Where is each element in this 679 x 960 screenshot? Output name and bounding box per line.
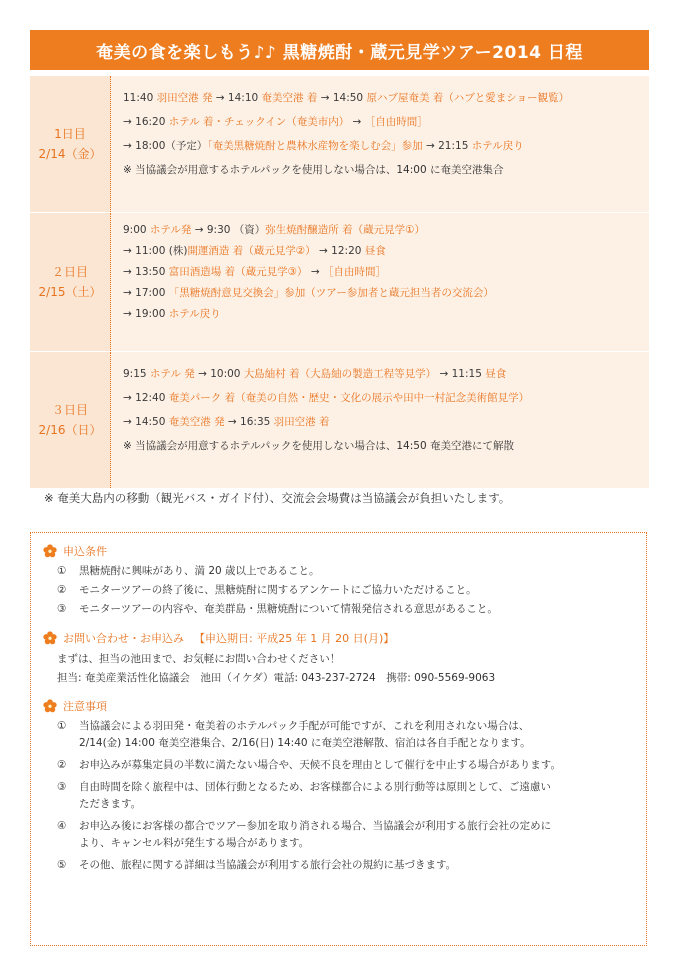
day-label [30, 213, 111, 351]
flower-icon [43, 544, 57, 558]
place: ホテル戻り [471, 140, 524, 152]
conditions-heading [43, 543, 634, 559]
place: 昼食 [485, 368, 507, 380]
place: 羽田空港 着 [273, 416, 330, 428]
notes-heading [43, 698, 634, 714]
day-row [30, 76, 649, 213]
place: 奄美パーク 着（奄美の自然・歴史・文化の展示や田中一村記念美術館見学） [168, 392, 530, 404]
time: → 12:20 [315, 245, 365, 257]
time: → 21:15 [422, 140, 472, 152]
day-date: 2/16（日） [38, 423, 102, 437]
item-number: ③ [57, 781, 67, 793]
day-date: 2/14（金） [38, 147, 102, 161]
place: 昼食 [364, 245, 386, 257]
time: → 18:00（予定） [123, 140, 208, 152]
time: 9:15 [123, 368, 150, 380]
contact-details: 担当: 奄美産業活性化協議会 池田（イケダ）電話: 043-237-2724 携帯: 090-5569-9063 [57, 672, 496, 684]
condition-item [57, 563, 634, 580]
item-text [79, 718, 531, 752]
itinerary-line [123, 136, 639, 156]
item-text-line: より、キャンセル料が発生する場合があります。 [79, 837, 310, 849]
place: ホテル発 [149, 224, 192, 236]
contact-line: まずは、担当の池田まで、お気軽にお問い合わせください！ [57, 653, 341, 665]
place: 大島紬村 着（大島紬の製造工程等見学） [243, 368, 437, 380]
time: → 16:35 [224, 416, 274, 428]
place: 「奄美黒糖焼酎と農林水産物を楽しむ会」参加 [207, 140, 423, 152]
item-text-line: お申込み後にお客様の都合でツアー参加を取り消される場合、当協議会が利用する旅行会社の定めに [79, 820, 552, 832]
itinerary-line [123, 283, 639, 303]
itinerary-line [123, 88, 639, 108]
item-text: モニターツアーの終了後に、黒糖焼酎に関するアンケートにご協力いただけること。 [79, 584, 477, 596]
item-text: 黒糖焼酎に興味があり、満 20 歳以上であること。 [79, 565, 320, 577]
item-text [79, 779, 551, 813]
schedule-table [30, 76, 649, 489]
time: → 11:00 (株) [123, 245, 188, 257]
time: → 19:00 [123, 308, 169, 320]
flower-icon [43, 631, 57, 645]
time: → 14:10 [212, 92, 262, 104]
day-itinerary [111, 76, 649, 212]
day-itinerary [111, 352, 649, 488]
transport-footnote: ※ 奄美大島内の移動（観光バス・ガイド付）、交流会会場費は当協議会が負担いたします。 [44, 491, 511, 505]
day-number: 1日目 [54, 126, 86, 141]
place: 羽田空港 発 [156, 92, 213, 104]
day-row [30, 352, 649, 489]
item-text: お申込みが募集定員の半数に満たない場合や、天候不良を理由として催行を中止する場合があります。 [79, 759, 561, 771]
place: 原ハブ屋奄美 着（ハブと愛まショー観覧） [366, 92, 570, 104]
place: ［自由時間］ [322, 266, 386, 278]
section-title: お問い合わせ・お申込み [63, 632, 184, 645]
place: ホテル 発 [149, 368, 195, 380]
day-number: ２日目 [51, 264, 88, 279]
deadline: 【申込期日: 平成25 年 1 月 20 日(月)】 [194, 632, 395, 645]
item-number: ① [57, 720, 67, 732]
itinerary-line [123, 388, 639, 408]
item-number: ② [57, 584, 67, 596]
note-item [57, 779, 634, 813]
note-item [57, 757, 634, 774]
item-text-line: 自由時間を除く旅程中は、団体行動となるため、お客様都合による別行動等は原則として、ご遠慮い [79, 781, 551, 793]
section-title: 注意事項 [63, 700, 107, 713]
place: 「黒糖焼酎意見交換会」参加（ツアー参加者と蔵元担当者の交流会） [168, 287, 494, 299]
item-text [79, 818, 551, 852]
flower-icon [43, 699, 57, 713]
time: 9:00 [123, 224, 150, 236]
item-number: ③ [57, 603, 67, 615]
time: → 9:30 （資） [191, 224, 266, 236]
day-label [30, 76, 111, 212]
itinerary-line [123, 364, 639, 384]
note-item [57, 718, 634, 752]
item-text: モニターツアーの内容や、奄美群島・黒糖焼酎について情報発信される意思があること。 [79, 603, 498, 615]
itinerary-line [123, 412, 639, 432]
item-text-line: 2/14(金) 14:00 奄美空港集合、2/16(日) 14:40 に奄美空港解散、宿泊は各自手配となります。 [79, 737, 531, 749]
day-number: ３日目 [51, 402, 88, 417]
item-number: ④ [57, 820, 67, 832]
place: 開運酒造 着（蔵元見学②） [187, 245, 316, 257]
day-row [30, 213, 649, 352]
section-title: 申込条件 [63, 545, 107, 558]
note-item [57, 857, 634, 874]
info-box [30, 532, 647, 946]
time: → 13:50 [123, 266, 169, 278]
time: → [307, 266, 323, 278]
item-text-line: ただきます。 [79, 798, 142, 810]
place: 奄美空港 着 [261, 92, 318, 104]
place: 奄美空港 発 [168, 416, 225, 428]
place: ［自由時間］ [364, 116, 428, 128]
time: → [349, 116, 365, 128]
time: → 10:00 [194, 368, 244, 380]
item-number: ⑤ [57, 859, 67, 871]
item-text-line: 当協議会による羽田発・奄美着のホテルパック手配が可能ですが、これを利用されない場合は、 [79, 720, 530, 732]
itinerary-line [123, 220, 639, 240]
time: → 17:00 [123, 287, 169, 299]
time: → 14:50 [123, 416, 169, 428]
time: → 14:50 [317, 92, 367, 104]
time: → 16:20 [123, 116, 169, 128]
itinerary-line [123, 304, 639, 324]
item-text: その他、旅程に関する詳細は当協議会が利用する旅行会社の規約に基づきます。 [79, 859, 457, 871]
condition-item [57, 582, 634, 599]
day-note: ※ 当協議会が用意するホテルパックを使用しない場合は、14:00 に奄美空港集合 [123, 164, 504, 176]
condition-item [57, 601, 634, 618]
itinerary-line [123, 262, 639, 282]
time: → 12:40 [123, 392, 169, 404]
contact-heading [43, 630, 634, 646]
day-itinerary [111, 213, 649, 351]
place: 弥生焼酎醸造所 着（蔵元見学①） [265, 224, 426, 236]
itinerary-line [123, 112, 639, 132]
day-label [30, 352, 111, 488]
day-date: 2/15（土） [38, 285, 102, 299]
note-item [57, 818, 634, 852]
page-title: 奄美の食を楽しもう♪♪ 黒糖焼酎・蔵元見学ツアー2014 日程 [30, 30, 649, 70]
time: → 11:15 [436, 368, 486, 380]
place: ホテル戻り [168, 308, 221, 320]
itinerary-line [123, 241, 639, 261]
place: ホテル 着・チェックイン（奄美市内） [168, 116, 350, 128]
day-note: ※ 当協議会が用意するホテルパックを使用しない場合は、14:50 奄美空港にて解散 [123, 440, 514, 452]
place: 富田酒造場 着（蔵元見学③） [168, 266, 308, 278]
item-number: ① [57, 565, 67, 577]
item-number: ② [57, 759, 67, 771]
time: 11:40 [123, 92, 157, 104]
